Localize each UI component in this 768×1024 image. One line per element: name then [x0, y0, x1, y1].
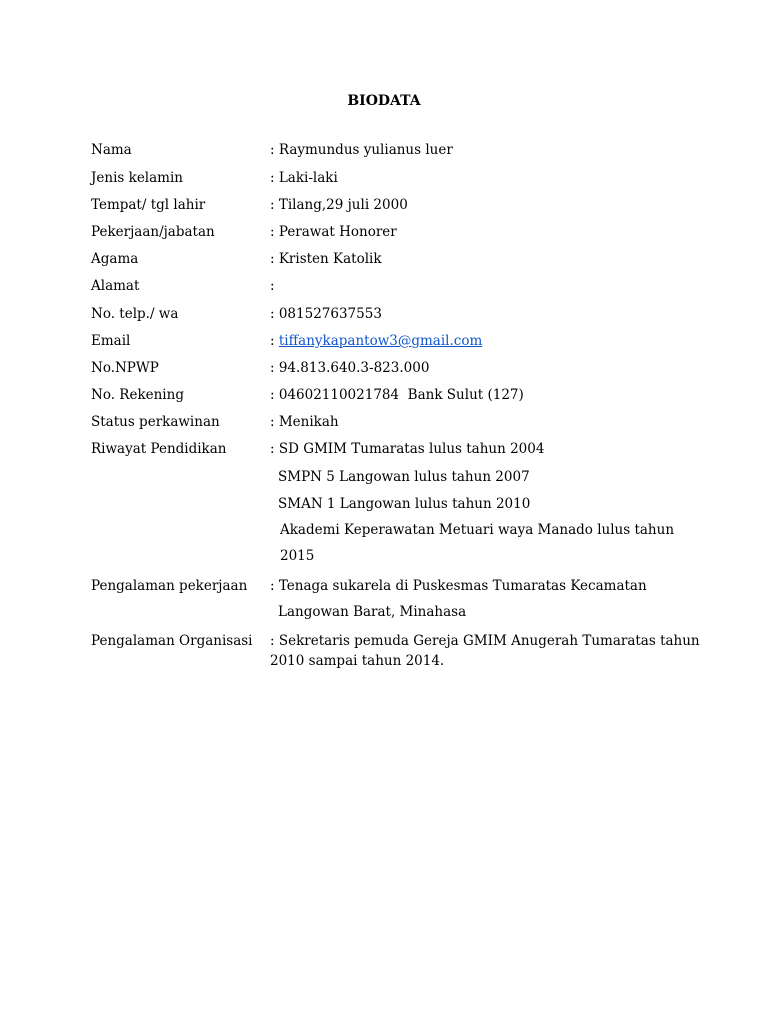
value-npwp: : 94.813.640.3-823.000	[270, 360, 430, 376]
label-riwayat-pendidikan: Riwayat Pendidikan	[91, 441, 227, 457]
value-pendidikan-line-1: : SD GMIM Tumaratas lulus tahun 2004	[270, 441, 545, 457]
label-npwp: No.NPWP	[91, 360, 159, 376]
label-rekening: No. Rekening	[91, 387, 184, 403]
label-email: Email	[91, 333, 131, 349]
value-alamat: :	[270, 278, 275, 294]
value-pekerjaan: : Perawat Honorer	[270, 224, 397, 240]
label-pengalaman-pekerjaan: Pengalaman pekerjaan	[91, 578, 248, 594]
value-pengalaman-organisasi-line-1: : Sekretaris pemuda Gereja GMIM Anugerah Tumaratas tahun	[270, 633, 700, 649]
label-pengalaman-organisasi: Pengalaman Organisasi	[91, 633, 253, 649]
label-agama: Agama	[91, 251, 139, 267]
label-alamat: Alamat	[91, 278, 140, 294]
label-nama: Nama	[91, 142, 132, 158]
value-telp: : 081527637553	[270, 306, 382, 322]
value-status-perkawinan: : Menikah	[270, 414, 339, 430]
value-pengalaman-kerja-line-2: Langowan Barat, Minahasa	[278, 604, 467, 620]
value-agama: : Kristen Katolik	[270, 251, 382, 267]
value-nama: : Raymundus yulianus luer	[270, 142, 453, 158]
value-pendidikan-line-3: SMAN 1 Langowan lulus tahun 2010	[278, 496, 531, 512]
label-tempat-tgl-lahir: Tempat/ tgl lahir	[91, 197, 206, 213]
document-title: BIODATA	[347, 93, 421, 109]
value-jenis-kelamin: : Laki-laki	[270, 170, 338, 186]
label-jenis-kelamin: Jenis kelamin	[91, 170, 183, 186]
value-pengalaman-kerja-line-1: : Tenaga sukarela di Puskesmas Tumaratas Kecamatan	[270, 578, 647, 594]
email-link[interactable]: tiffanykapantow3@gmail.com	[278, 333, 483, 349]
value-pendidikan-line-2: SMPN 5 Langowan lulus tahun 2007	[278, 469, 530, 485]
label-status-perkawinan: Status perkawinan	[91, 414, 220, 430]
label-telp: No. telp./ wa	[91, 306, 179, 322]
value-pengalaman-organisasi-line-2: 2010 sampai tahun 2014.	[270, 653, 445, 669]
value-tempat-tgl-lahir: : Tilang,29 juli 2000	[270, 197, 408, 213]
value-email-row	[270, 333, 482, 349]
email-prefix: :	[270, 333, 279, 349]
value-pendidikan-line-5: 2015	[280, 548, 315, 564]
value-rekening: : 04602110021784 Bank Sulut (127)	[270, 387, 524, 403]
label-pekerjaan: Pekerjaan/jabatan	[91, 224, 215, 240]
value-pendidikan-line-4: Akademi Keperawatan Metuari waya Manado lulus tahun	[280, 522, 675, 538]
